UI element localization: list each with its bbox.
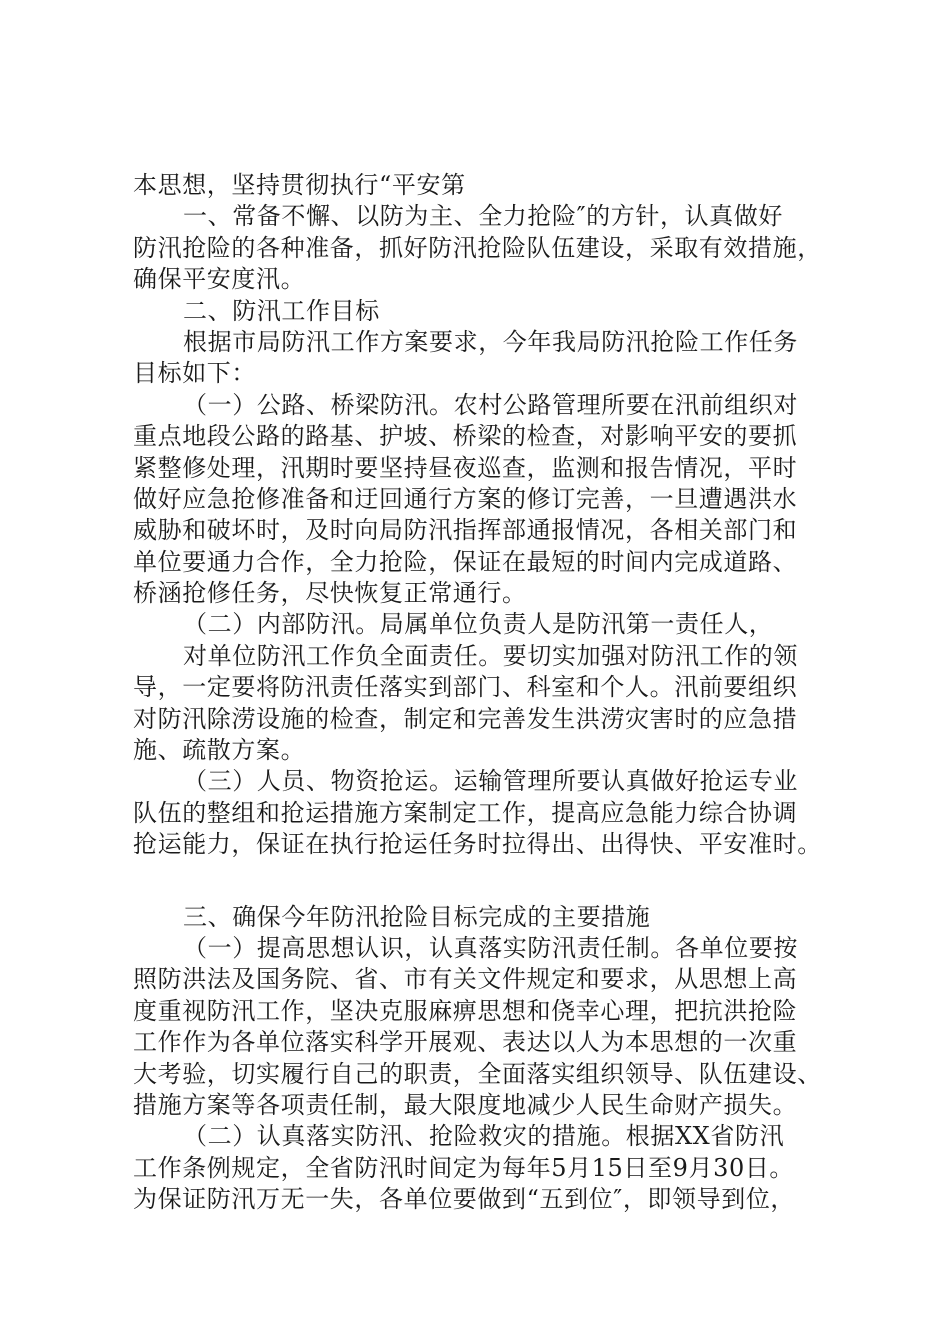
- text-line: 防汛抢险的各种准备，抓好防汛抢险队伍建设，采取有效措施，: [133, 233, 822, 262]
- text-line: 做好应急抢修准备和迂回通行方案的修订完善，一旦遭遇洪水: [133, 484, 798, 513]
- text-line: （二）内部防汛。局属单位负责人是防汛第一责任人，: [183, 610, 774, 639]
- text-line: 威胁和破坏时，及时向局防汛指挥部通报情况，各相关部门和: [133, 516, 798, 545]
- text-line: 导，一定要将防汛责任落实到部门、科室和个人。汛前要组织: [133, 673, 798, 702]
- text-line: 施、疏散方案。: [133, 736, 306, 765]
- text-line: （一）提高思想认识，认真落实防汛责任制。各单位要按: [183, 933, 798, 962]
- text-line: （三）人员、物资抢运。运输管理所要认真做好抢运专业: [183, 767, 798, 796]
- text-line: 工作条例规定，全省防汛时间定为每年5月15日至9月30日。: [133, 1153, 795, 1182]
- text-line: 对单位防汛工作负全面责任。要切实加强对防汛工作的领: [183, 641, 798, 670]
- text-line: 桥涵抢修任务，尽快恢复正常通行。: [133, 579, 527, 608]
- text-line: 紧整修处理，汛期时要坚持昼夜巡查，监测和报告情况，平时: [133, 453, 798, 482]
- text-line: 度重视防汛工作，坚决克服麻痹思想和侥幸心理，把抗洪抢险: [133, 996, 798, 1025]
- text-line: 队伍的整组和抢运措施方案制定工作，提高应急能力综合协调: [133, 798, 798, 827]
- text-line: 本思想，坚持贯彻执行“平安第: [133, 171, 466, 199]
- section-heading: 三、确保今年防汛抢险目标完成的主要措施: [183, 902, 651, 931]
- text-line: （一）公路、桥梁防汛。农村公路管理所要在汛前组织对: [183, 390, 798, 419]
- text-line: 抢运能力，保证在执行抢运任务时拉得出、出得快、平安准时。: [133, 830, 822, 859]
- text-line: 措施方案等各项责任制，最大限度地减少人民生命财产损失。: [133, 1090, 798, 1119]
- text-line: 对防汛除涝设施的检查，制定和完善发生洪涝灾害时的应急措: [133, 704, 798, 733]
- text-line: 确保平安度汛。: [133, 265, 306, 294]
- text-line: （二）认真落实防汛、抢险救灾的措施。根据XX省防汛: [183, 1122, 785, 1151]
- text-line: 目标如下：: [133, 359, 256, 388]
- document-body: [133, 170, 845, 1216]
- text-line: 为保证防汛万无一失，各单位要做到“五到位″，即领导到位，: [133, 1185, 796, 1214]
- text-line: 照防洪法及国务院、省、市有关文件规定和要求，从思想上高: [133, 965, 798, 994]
- text-line: 根据市局防汛工作方案要求，今年我局防汛抢险工作任务: [183, 327, 798, 356]
- text-line: 大考验，切实履行自己的职责，全面落实组织领导、队伍建设、: [133, 1059, 822, 1088]
- paragraph-gap: [133, 861, 845, 902]
- section-heading: 二、防汛工作目标: [183, 296, 380, 325]
- text-line: 重点地段公路的路基、护坡、桥梁的检查，对影响平安的要抓: [133, 422, 798, 451]
- text-line: 一、常备不懈、以防为主、全力抢险″的方针，认真做好: [183, 202, 783, 231]
- text-line: 工作作为各单位落实科学开展观、表达以人为本思想的一次重: [133, 1028, 798, 1057]
- text-line: 单位要通力合作，全力抢险，保证在最短的时间内完成道路、: [133, 547, 798, 576]
